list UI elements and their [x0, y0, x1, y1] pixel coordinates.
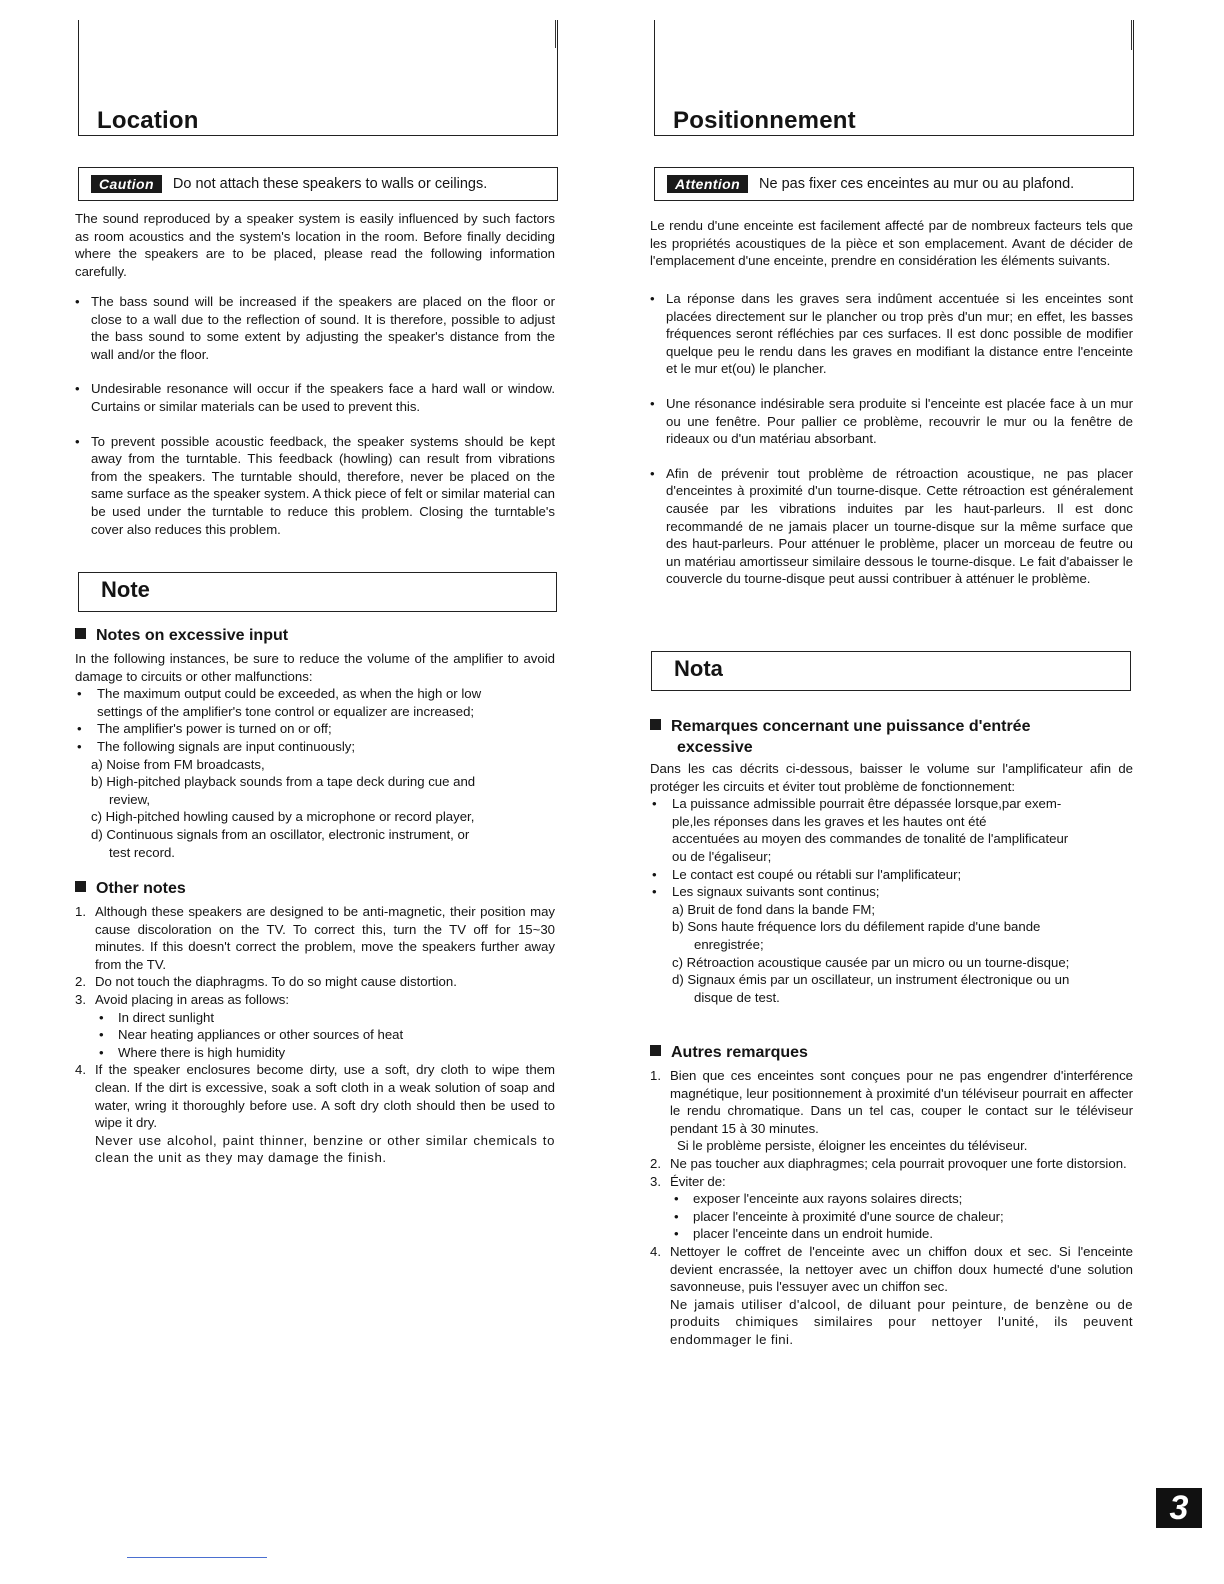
decorative-tick	[1131, 20, 1132, 50]
square-bullet-icon	[75, 881, 86, 892]
nota-title: Nota	[674, 656, 723, 681]
positionnement-bullets	[650, 290, 1133, 605]
note-title: Note	[101, 577, 150, 602]
footer-line	[127, 1557, 267, 1558]
square-bullet-icon	[650, 1045, 661, 1056]
autres-remarques-body: 1. Bien que ces enceintes sont conçues pour ne pas engendrer d'interférence magnétique, leur positionnement à proximité d'un téléviseur pourrait en affecter le rendu chromatique. Dans un tel cas, couper le contact sur le téléviseur pendant 15 à 30 minutes. Si le problème persiste, éloigner les enceintes du téléviseur. 2. Ne pas toucher aux diaphragmes; cela pourrait provoquer une forte distorsion. 3. Éviter de: • exposer l'enceinte aux rayons solaires directs; • placer l'enceinte à proximité d'une source de chaleur; • placer l'enceinte dans un endroit humide. 4. Nettoyer le coffret de l'enceinte avec un chiffon doux et sec. Si l'enceinte devient encrassée, la nettoyer avec un chiffon doux humecté d'une solution savonneuse, puis l'essuyer avec un chiffon sec. Ne jamais utiliser d'alcool, de diluant pour peinture, de benzène ou de produits chimiques similaires pour nettoyer l'unité, ils peuvent endommager le fini.	[650, 1067, 1133, 1349]
attention-box	[654, 167, 1134, 201]
location-title: Location	[97, 107, 199, 134]
positionnement-bullet: • Une résonance indésirable sera produite si l'enceinte est placée face à un mur ou une fenêtre. Pour pallier ce problème, recouvrir le mur ou la fenêtre de rideaux ou d'un matériau absorbant.	[650, 395, 1133, 448]
caution-text: Do not attach these speakers to walls or ceilings.	[172, 176, 488, 192]
other-notes-heading: Other notes	[75, 880, 186, 898]
excessive-input-heading: Notes on excessive input	[75, 627, 288, 645]
square-bullet-icon	[75, 628, 86, 639]
location-intro: The sound reproduced by a speaker system is easily influenced by such factors as room acoustics and the system's location in the room. Before finally deciding where the speakers are to be placed, please read the following information carefully.	[75, 211, 555, 279]
caution-box	[78, 167, 558, 201]
location-bullet: • To prevent possible acoustic feedback, the speaker systems should be kept away from the turntable. This feedback (howling) can result from vibrations from the speakers. The turntable should, therefore, never be placed on the same surface as the speaker system. A thick piece of felt or similar material can be used under the turntable to reduce this problem. Closing the turntable's cover also reduces this problem.	[75, 433, 555, 539]
location-bullets	[75, 293, 555, 555]
excessive-input-body: In the following instances, be sure to reduce the volume of the amplifier to avoid damage to circuits or other malfunctions: • The maximum output could be exceeded, as when the high or low settings of the amplifier's tone control or equalizer are increased; • The amplifier's power is turned on or off; • The following signals are input continuously; a) Noise from FM broadcasts, b) High-pitched playback sounds from a tape deck during cue and review, c) High-pitched howling caused by a microphone or record player, d) Continuous signals from an oscillator, electronic instrument, or test record.	[75, 650, 555, 861]
attention-label: Attention	[667, 175, 748, 193]
positionnement-bullet: • La réponse dans les graves sera indûment accentuée si les enceintes sont placées directement sur le plancher ou trop près d'un mur; en effet, les basses fréquences seront réfléchies par ces surfaces. Il est donc possible de modifier quelque peu le rendu dans les graves en modifiant la distance entre l'enceinte et le mur et(ou) le plancher.	[650, 290, 1133, 378]
page-number: 3	[1156, 1488, 1202, 1528]
location-bullet: • Undesirable resonance will occur if the speakers face a hard wall or window. Curtains or similar materials can be used to prevent this.	[75, 380, 555, 415]
puissance-body: Dans les cas décrits ci-dessous, baisser le volume sur l'amplificateur afin de protéger les circuits et éviter tout problème de fonctionnement: • La puissance admissible pourrait être dépassée lorsque,par exem- ple,les réponses dans les graves et les hautes ont été accentuées au moyen des commandes de tonalité de l'amplificateur ou de l'égaliseur; • Le contact est coupé ou rétabli sur l'amplificateur; • Les signaux suivants sont continus; a) Bruit de fond dans la bande FM; b) Sons haute fréquence lors du défilement rapide d'une bande enregistrée; c) Rétroaction acoustique causée par un micro ou un tourne-disque; d) Signaux émis par un oscillateur, un instrument électronique ou un disque de test.	[650, 760, 1133, 1006]
attention-text: Ne pas fixer ces enceintes au mur ou au plafond.	[759, 176, 1075, 192]
decorative-tick	[555, 20, 556, 48]
nota-box	[651, 651, 1131, 691]
location-title-box	[78, 20, 558, 136]
positionnement-intro: Le rendu d'une enceinte est facilement affecté par de nombreux facteurs tels que les propriétés acoustiques de la pièce et son emplacement. Avant de décider de l'emplacement d'une enceinte, prendre en considération les éléments suivants.	[650, 218, 1133, 269]
puissance-heading: Remarques concernant une puissance d'entrée excessive	[650, 716, 1030, 758]
positionnement-title: Positionnement	[673, 107, 856, 134]
note-box	[78, 572, 557, 612]
square-bullet-icon	[650, 719, 661, 730]
positionnement-bullet: • Afin de prévenir tout problème de rétroaction acoustique, ne pas placer d'enceintes à proximité d'un tourne-disque. Cette rétroaction est généralement causée par les vibrations induites par les haut-parleurs. Il est donc recommandé de ne jamais placer un tourne-disque sur la même surface que des haut-parleurs. Pour atténuer le problème, placer un morceau de feutre ou un matériau amortisseur similaire dessous le tourne-disque. Le fait d'abaisser le couvercle du tourne-disque peut aussi contribuer à atténuer le problème.	[650, 465, 1133, 588]
autres-remarques-heading: Autres remarques	[650, 1044, 808, 1062]
caution-label: Caution	[91, 175, 162, 193]
other-notes-body: 1. Although these speakers are designed to be anti-magnetic, their position may cause discoloration on the TV. To correct this, turn the TV off for 15~30 minutes. If this doesn't correct the problem, move the speakers further away from the TV. 2. Do not touch the diaphragms. To do so might cause distortion. 3. Avoid placing in areas as follows: • In direct sunlight • Near heating appliances or other sources of heat • Where there is high humidity 4. If the speaker enclosures become dirty, use a soft, dry cloth to wipe them clean. If the dirt is excessive, soak a soft cloth in a weak solution of soap and water, wring it thoroughly before use. A soft dry cloth should then be used to wipe it dry. Never use alcohol, paint thinner, benzine or other similar chemicals to clean the unit as they may damage the finish.	[75, 903, 555, 1167]
location-bullet: • The bass sound will be increased if the speakers are placed on the floor or close to a wall due to the reflection of sound. It is therefore, possible to adjust the bass sound to some extent by adjusting the speaker's distance from the wall and/or the floor.	[75, 293, 555, 363]
positionnement-title-box	[654, 20, 1134, 136]
